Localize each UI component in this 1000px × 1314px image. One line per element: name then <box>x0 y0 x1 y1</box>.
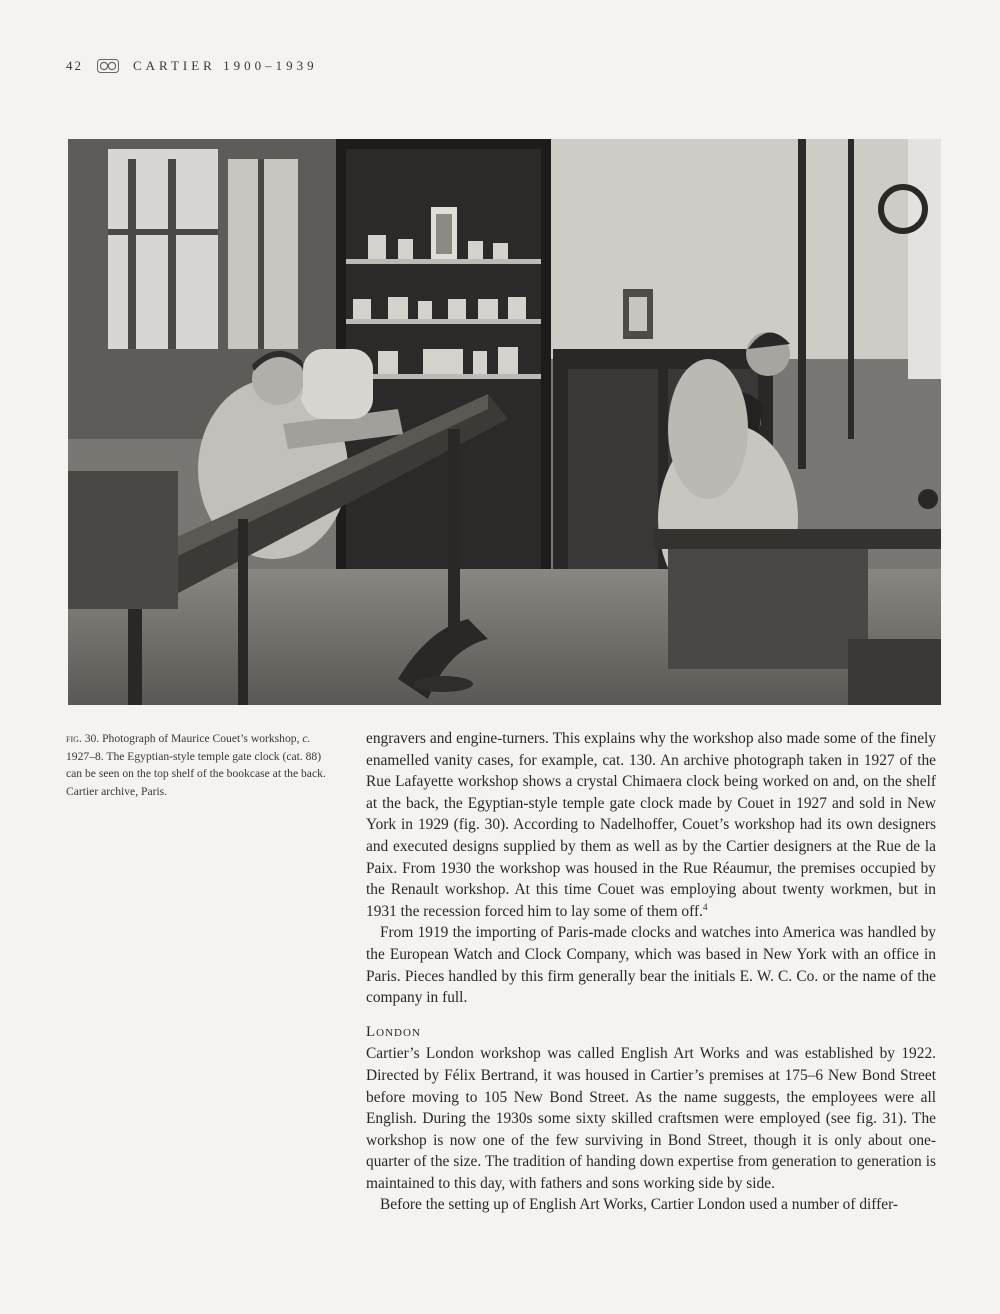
caption-circa: c. <box>302 732 311 745</box>
caption-text-1: Photograph of Maurice Couet’s workshop, <box>99 732 303 745</box>
body-text <box>366 728 936 1216</box>
figure-caption <box>66 730 334 800</box>
workshop-photograph <box>68 139 941 705</box>
section-heading: London <box>366 1023 421 1040</box>
running-title: CARTIER 1900–1939 <box>133 58 318 73</box>
paragraph-1-text: engravers and engine-turners. This explains why the workshop also made some of the finely enamelled vanity cases, for example, cat. 130. An archive photograph taken in 1927 of the Rue Lafayette workshop shows a crystal Chimaera clock being worked on and, on the shelf at the back, the Egyptian-style temple gate clock made by Couet in 1927 and sold in New York in 1929 (fig. 30). According to Nadelhoffer, Couet’s workshop had its own designers and executed designs supplied by them as well as by the Cartier designers at the Rue de la Paix. From 1930 the workshop was housed in the Rue Réaumur, the premises occupied by the Renault workshop. At this time Couet was employing about twenty workmen, but in 1931 the recession forced him to lay some of them off. <box>366 730 936 920</box>
footnote-ref: 4 <box>702 901 708 912</box>
paragraph-4: Before the setting up of English Art Works, Cartier London used a number of differ- <box>380 1196 899 1214</box>
running-head <box>66 58 318 74</box>
paragraph-2: From 1919 the importing of Paris-made clocks and watches into America was handled by the European Watch and Clock Company, which was based in New York with an office in Paris. Pieces handled by this firm generally bear the initials E. W. C. Co. or the name of the company in full. <box>366 924 936 1007</box>
page-number: 42 <box>66 58 83 73</box>
caption-text-2: 1927–8. The Egyptian-style temple gate clock (cat. 88) can be seen on the top shelf of the bookcase at the back. Cartier archive, Paris. <box>66 749 326 798</box>
paragraph-1 <box>366 728 936 922</box>
paragraph-3: Cartier’s London workshop was called English Art Works and was established by 1922. Directed by Félix Bertrand, it was housed in Cartier’s premises at 175–6 New Bond Street before moving to 105 New Bond Street. As the name suggests, the employees were all English. During the 1930s some sixty skilled craftsmen were employed (see fig. 31). The workshop is now one of the few surviving in Bond Street, though it is only about one-quarter of the size. The tradition of handing down expertise from generation to generation is maintained to this day, with fathers and sons working side by side. <box>366 1045 936 1192</box>
figure-label: fig. 30. <box>66 732 100 745</box>
cartier-logo-icon <box>97 59 119 73</box>
